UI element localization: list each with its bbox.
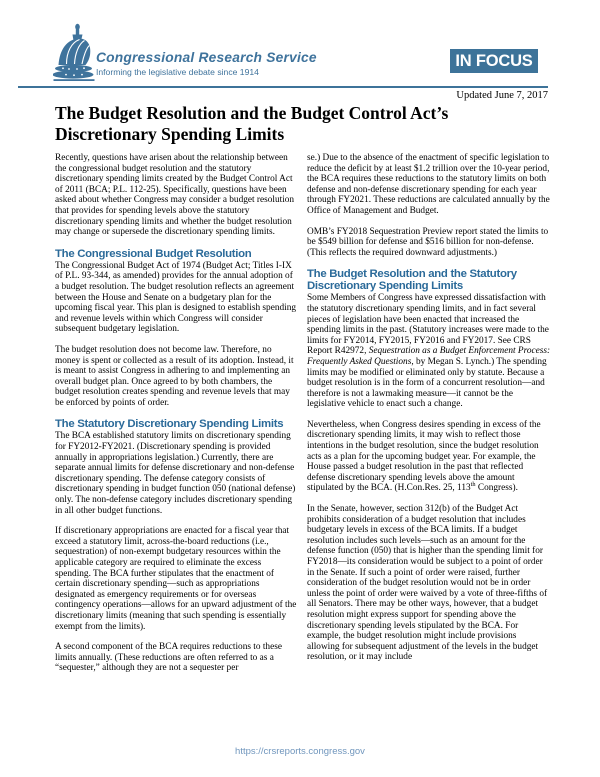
heading-statutory-discretionary-spending-limits: The Statutory Discretionary Spending Limits bbox=[55, 418, 284, 431]
crs-reports-link[interactable]: https://crsreports.congress.gov bbox=[235, 746, 365, 757]
paragraph: The BCA established statutory limits on discretionary spending for FY2012-FY2021. (Discretionary spending is provided annually in appropriations legislation.) Currently, there are separate annual limits for defense discretionary and non-defense discretionary spending. The defense category consists of discretionary spending in budget function 050 (national defense) only. The non-defense category includes discretionary spending in all other budget functions. bbox=[55, 431, 296, 516]
paragraph: In the Senate, however, section 312(b) of the Budget Act prohibits consideration of a budget resolution that includes budgetary levels in excess of the BCA limits. If a budget resolution includes such levels—such as an amount for the defense function (050) that is higher than the spending limit for FY2018—its consideration would be subject to a point of order in the Senate. If such a point of order were raised, further consideration of the budget resolution would not be in order unless the point of order were waived by a vote of three-fifths of all Senators. There may be other ways, however, that a budget resolution might express support for spending above the discretionary spending levels stipulated by the BCA. For example, the budget resolution might include provisions allowing for subsequent adjustment of the levels in the budget resolution, or it may include bbox=[307, 504, 548, 663]
in-focus-badge: IN FOCUS bbox=[450, 49, 538, 73]
paragraph bbox=[307, 293, 551, 410]
left-column bbox=[55, 153, 299, 674]
paragraph: The budget resolution does not become law. Therefore, no money is spent or collected as a result of its adoption. Instead, it is meant to assist Congress in adhering to and implementing an overall budget plan. Once agreed to by both chambers, the budget resolution creates spending and revenue levels that may be enforced by points of order. bbox=[55, 344, 294, 408]
brand-name: Congressional Research Service bbox=[96, 50, 317, 65]
paragraph: A second component of the BCA requires reductions to these limits annually. (These reductions are often referred to as a “sequester,” although they are not a sequester per bbox=[55, 642, 282, 674]
paragraph-text: , by Megan S. Lynch.) The spending limits may be modified or eliminated only by statute. Because a budget resolution is in the form of a concurrent resolution—and therefore is not a lawmaking measure—it cannot be the legislative vehicle to enact such a change. bbox=[307, 356, 547, 410]
heading-budget-resolution-and-statutory-limits: The Budget Resolution and the Statutory Discretionary Spending Limits bbox=[307, 268, 517, 293]
brand-block bbox=[96, 50, 317, 77]
paragraph bbox=[307, 420, 551, 494]
paragraph-text: Nevertheless, when Congress desires spending in excess of the discretionary spending limits, it may wish to reflect those intentions in the budget resolution, since the budget resolution acts as a plan for the upcoming budget year. For example, the House passed a budget resolution in the past that reflected defense discretionary spending levels above the amount stipulated by the BCA. (H.Con.Res. 25, 113 bbox=[307, 419, 541, 494]
document-body bbox=[55, 153, 551, 674]
updated-date: Updated June 7, 2017 bbox=[456, 90, 548, 101]
report-title-italic: Sequestration as a Budget Enforcement Process: Frequently Asked Questions bbox=[307, 346, 551, 367]
paragraph-text: Some Members of Congress have expressed dissatisfaction with the statutory discretionary spending limits, and in fact several pieces of legislation have been enacted that increased the spending limits in the past. (Statutory increases were made to the limits for FY2014, FY2015, FY2016 and FY2017. See CRS Report R42972, bbox=[307, 293, 549, 357]
heading-congressional-budget-resolution: The Congressional Budget Resolution bbox=[55, 247, 252, 260]
paragraph-text: Congress). bbox=[475, 483, 518, 494]
header-divider bbox=[18, 86, 548, 88]
capitol-dome-icon bbox=[53, 23, 95, 81]
paragraph-intro: Recently, questions have arisen about the relationship between the congressional budget resolution and the statutory discretionary spending limits created by the Budget Control Act of 2011 (BCA; P.L. 112-25). Specifically, questions have been asked about whether Congress may consider a budget resolution that provides for spending levels above the statutory discretionary spending limits and whether the budget resolution may change or supersede the discretionary spending limits. bbox=[55, 153, 295, 238]
title-line-1: The Budget Resolution and the Budget Control Act’s bbox=[55, 103, 449, 123]
paragraph: OMB’s FY2018 Sequestration Preview report stated the limits to be $549 billion for defense and $516 billion for non-defense. (This reflects the required downward adjustments.) bbox=[307, 226, 549, 258]
right-column bbox=[307, 153, 551, 674]
paragraph: se.) Due to the absence of the enactment of specific legislation to reduce the deficit by at least $1.2 trillion over the 10-year period, the BCA requires these reductions to the statutory limits on both defense and non-defense discretionary spending for each year through FY2021. These reductions are calculated annually by the Office of Management and Budget. bbox=[307, 153, 550, 216]
ordinal-superscript: th bbox=[470, 481, 476, 489]
document-title bbox=[55, 103, 448, 145]
brand-tagline: Informing the legislative debate since 1914 bbox=[96, 66, 259, 77]
title-line-2: Discretionary Spending Limits bbox=[55, 124, 285, 144]
paragraph: The Congressional Budget Act of 1974 (Budget Act; Titles I-IX of P.L. 93-344, as amended) provides for the annual adoption of a budget resolution. The budget resolution reflects an agreement between the House and Senate on a budgetary plan for the upcoming fiscal year. This plan is designed to establish spending and revenue levels within which Congress will consider subsequent budgetary legislation. bbox=[55, 260, 296, 335]
page-footer bbox=[0, 741, 600, 759]
paragraph: If discretionary appropriations are enacted for a fiscal year that exceed a statutory limit, across-the-board reductions (i.e., sequestration) of non-exempt budgetary resources within the applicable category are required to eliminate the excess spending. The BCA further stipulates that the enactment of certain discretionary spending—such as appropriations designated as emergency requirements or for overseas contingency operations—allows for an upward adjustment of the discretionary limits (meaning that such spending is essentially exempt from the limits). bbox=[55, 526, 297, 632]
